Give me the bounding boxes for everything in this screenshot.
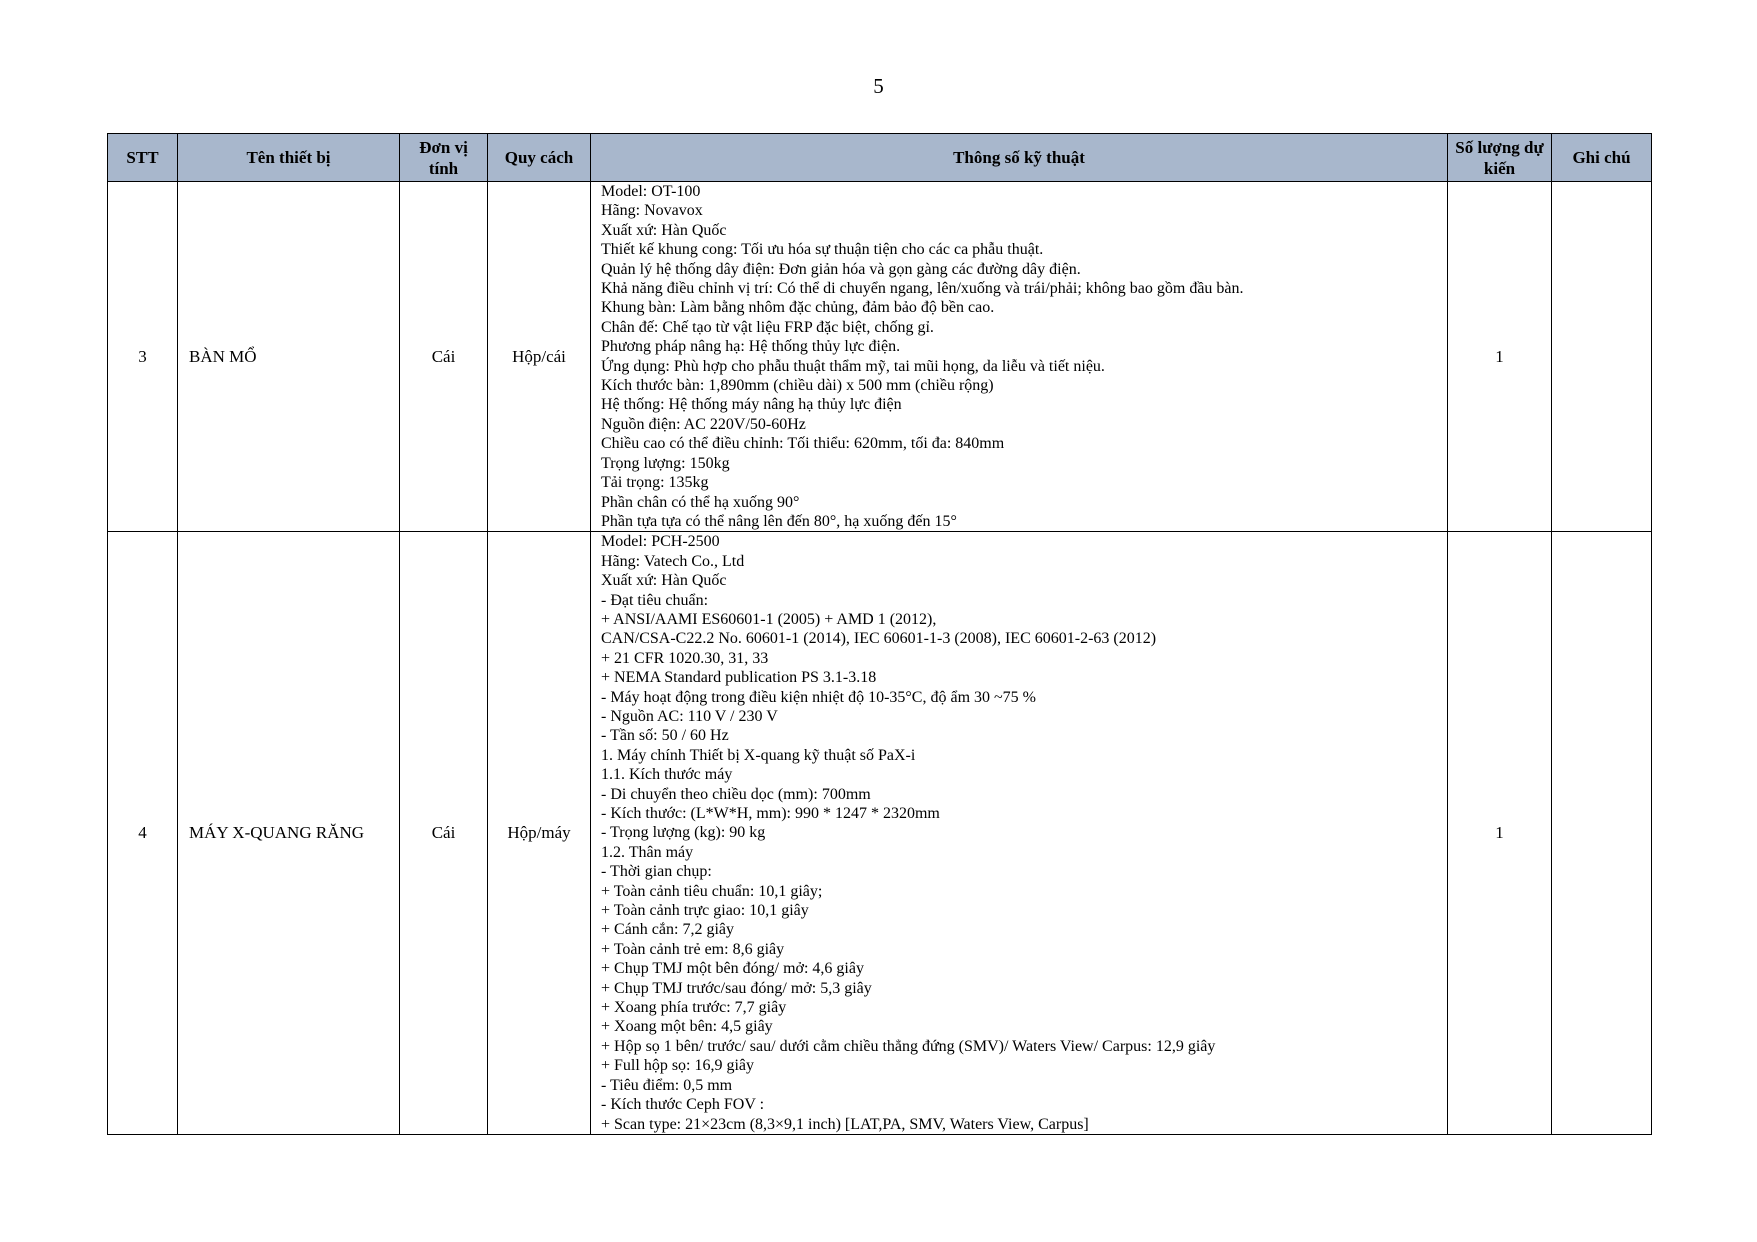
spec-line: + Xoang một bên: 4,5 giây	[601, 1018, 773, 1036]
spec-line: Hệ thống: Hệ thống máy nâng hạ thủy lực điện	[601, 396, 902, 414]
spec-line: + Toàn cảnh trực giao: 10,1 giây	[601, 902, 809, 920]
spec-line: - Trọng lượng (kg): 90 kg	[601, 824, 766, 842]
spec-line: - Máy hoạt động trong điều kiện nhiệt độ 10-35°C, độ ẩm 30 ~75 %	[601, 688, 1036, 706]
row-specifications	[591, 182, 1448, 532]
spec-line: Phần tựa tựa có thể nâng lên đến 80°, hạ xuống đến 15°	[601, 512, 957, 530]
spec-line: Xuất xứ: Hàn Quốc	[601, 221, 727, 239]
spec-line: Xuất xứ: Hàn Quốc	[601, 572, 727, 590]
spec-line: 1. Máy chính Thiết bị X-quang kỹ thuật số PaX-i	[601, 746, 916, 764]
spec-line: + ANSI/AAMI ES60601-1 (2005) + AMD 1 (2012),	[601, 610, 937, 628]
spec-line: Chiều cao có thể điều chỉnh: Tối thiểu: 620mm, tối đa: 840mm	[601, 435, 1005, 453]
row-quantity: 1	[1448, 182, 1552, 532]
spec-line: - Tiêu điểm: 0,5 mm	[601, 1076, 733, 1094]
spec-line: - Nguồn AC: 110 V / 230 V	[601, 707, 778, 725]
spec-line: + Cánh cắn: 7,2 giây	[601, 921, 734, 939]
spec-line: Thiết kế khung cong: Tối ưu hóa sự thuận tiện cho các ca phẫu thuật.	[601, 241, 1044, 259]
row-note	[1552, 532, 1652, 1135]
spec-line: + 21 CFR 1020.30, 31, 33	[601, 649, 769, 667]
header-quantity: Số lượng dự kiến	[1448, 134, 1552, 182]
table-header-row	[108, 134, 1652, 182]
spec-line: CAN/CSA-C22.2 No. 60601-1 (2014), IEC 60601-1-3 (2008), IEC 60601-2-63 (2012)	[601, 630, 1157, 648]
spec-line: + Toàn cảnh tiêu chuẩn: 10,1 giây;	[601, 882, 823, 900]
spec-line: Phần chân có thể hạ xuống 90°	[601, 493, 800, 511]
spec-line: Trọng lượng: 150kg	[601, 454, 730, 472]
spec-line: Model: PCH-2500	[601, 533, 720, 551]
spec-line: + Scan type: 21×23cm (8,3×9,1 inch) [LAT,PA, SMV, Waters View, Carpus]	[601, 1115, 1089, 1133]
spec-line: - Di chuyển theo chiều dọc (mm): 700mm	[601, 785, 871, 803]
spec-line: + NEMA Standard publication PS 3.1-3.18	[601, 669, 877, 687]
row-unit: Cái	[400, 182, 488, 532]
row-stt: 3	[108, 182, 178, 532]
header-stt: STT	[108, 134, 178, 182]
row-note	[1552, 182, 1652, 532]
spec-line: 1.1. Kích thước máy	[601, 766, 733, 784]
spec-line: + Chụp TMJ một bên đóng/ mở: 4,6 giây	[601, 960, 864, 978]
header-packing: Quy cách	[488, 134, 591, 182]
spec-line: Hãng: Novavox	[601, 202, 703, 220]
spec-line: Tải trọng: 135kg	[601, 474, 709, 492]
spec-line: Khả năng điều chỉnh vị trí: Có thể di chuyển ngang, lên/xuống và trái/phải; không bao gồm đầu bàn.	[601, 280, 1244, 298]
spec-line: + Hộp sọ 1 bên/ trước/ sau/ dưới cằm chiều thẳng đứng (SMV)/ Waters View/ Carpus: 12,9 giây	[601, 1037, 1216, 1055]
row-device-name: BÀN MỔ	[178, 182, 400, 532]
spec-line: + Chụp TMJ trước/sau đóng/ mở: 5,3 giây	[601, 979, 872, 997]
spec-line: Chân đế: Chế tạo từ vật liệu FRP đặc biệt, chống gỉ.	[601, 318, 934, 336]
header-device-name: Tên thiết bị	[178, 134, 400, 182]
row-device-name: MÁY X-QUANG RĂNG	[178, 532, 400, 1135]
spec-line: Hãng: Vatech Co., Ltd	[601, 552, 745, 570]
spec-line: Ứng dụng: Phù hợp cho phẫu thuật thẩm mỹ, tai mũi họng, da liễu và tiết niệu.	[601, 357, 1105, 375]
row-quantity: 1	[1448, 532, 1552, 1135]
row-unit: Cái	[400, 532, 488, 1135]
row-packing: Hộp/cái	[488, 182, 591, 532]
table-row	[108, 182, 1652, 532]
table-row	[108, 532, 1652, 1135]
spec-line: + Toàn cảnh trẻ em: 8,6 giây	[601, 940, 785, 958]
equipment-spec-table	[107, 133, 1652, 1135]
spec-line: Quản lý hệ thống dây điện: Đơn giản hóa và gọn gàng các đường dây điện.	[601, 260, 1081, 278]
page-number: 5	[873, 74, 884, 98]
row-stt: 4	[108, 532, 178, 1135]
spec-line: - Đạt tiêu chuẩn:	[601, 591, 709, 609]
spec-line: Model: OT-100	[601, 183, 701, 200]
header-unit: Đơn vị tính	[400, 134, 488, 182]
spec-line: + Xoang phía trước: 7,7 giây	[601, 999, 787, 1017]
spec-line: - Thời gian chụp:	[601, 863, 712, 881]
spec-line: - Kích thước: (L*W*H, mm): 990 * 1247 * 2320mm	[601, 805, 940, 822]
spec-line: 1.2. Thân máy	[601, 843, 694, 861]
spec-line: Phương pháp nâng hạ: Hệ thống thủy lực điện.	[601, 338, 901, 356]
row-specifications	[591, 532, 1448, 1135]
header-note: Ghi chú	[1552, 134, 1652, 182]
spec-line: Nguồn điện: AC 220V/50-60Hz	[601, 415, 806, 433]
header-specifications: Thông số kỹ thuật	[591, 134, 1448, 182]
spec-line: - Kích thước Ceph FOV :	[601, 1096, 765, 1114]
row-packing: Hộp/máy	[488, 532, 591, 1135]
spec-line: Khung bàn: Làm bằng nhôm đặc chủng, đảm bảo độ bền cao.	[601, 299, 995, 317]
spec-line: - Tần số: 50 / 60 Hz	[601, 727, 729, 745]
spec-line: Kích thước bàn: 1,890mm (chiều dài) x 500 mm (chiều rộng)	[601, 377, 994, 395]
spec-line: + Full hộp sọ: 16,9 giây	[601, 1057, 755, 1075]
